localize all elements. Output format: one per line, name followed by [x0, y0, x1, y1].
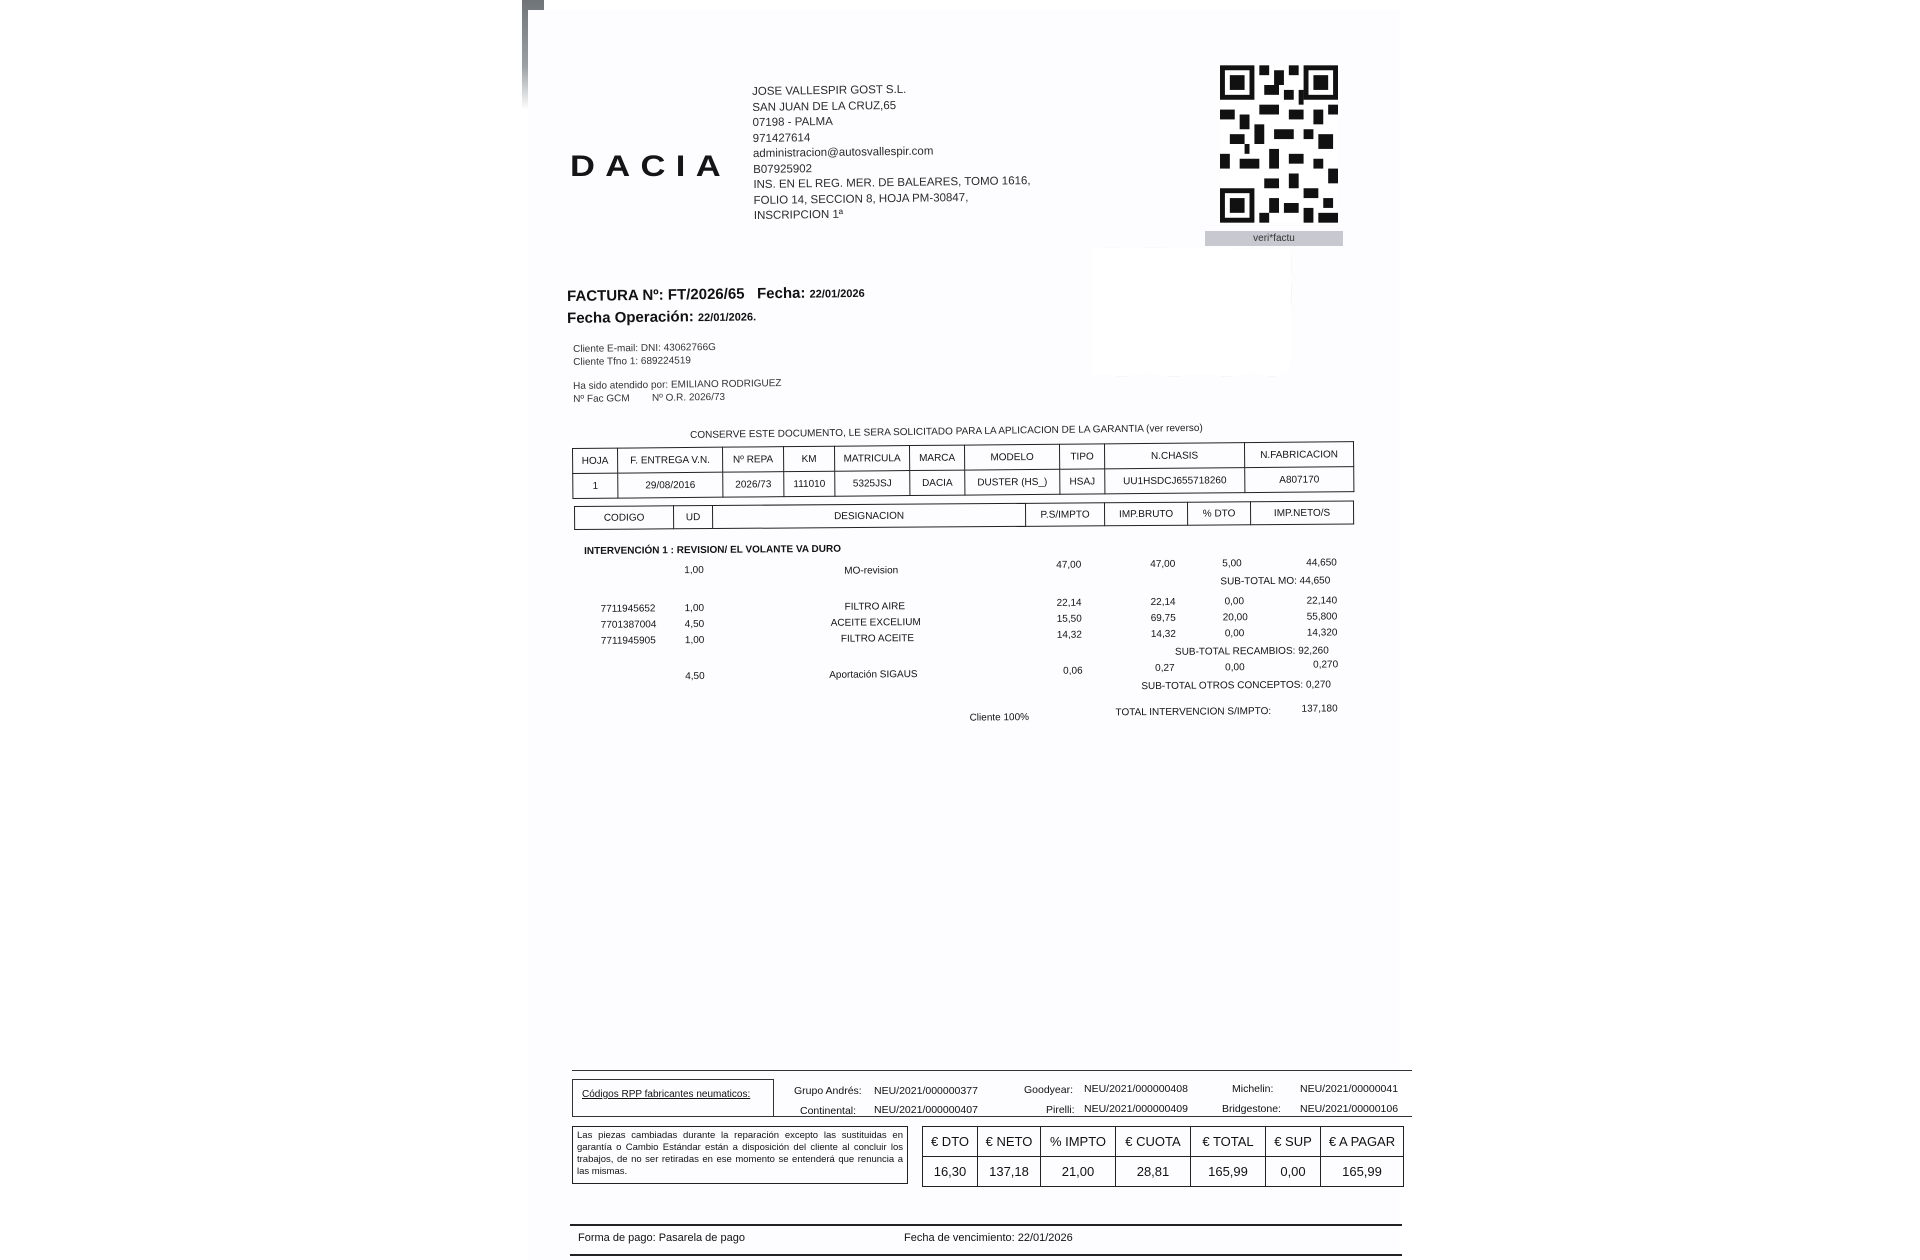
vehicle-value: 2026/73: [723, 472, 784, 498]
company-line: B07925902: [753, 162, 813, 176]
totals-value: 28,81: [1116, 1157, 1191, 1187]
attended-line: Ha sido atendido por: EMILIANO RODRIGUEZ: [573, 378, 782, 392]
totals-value-row: [923, 1157, 1404, 1187]
line-dto: 5,00: [1222, 558, 1242, 570]
column-header: P.S/IMPTO: [1025, 503, 1104, 527]
line-net: 44,650: [1306, 557, 1337, 569]
rpp-code: NEU/2021/000000407: [874, 1104, 978, 1116]
vehicle-value: 1: [573, 473, 618, 498]
rpp-code: NEU/2021/000000377: [874, 1085, 978, 1097]
line-desc: ACEITE EXCELIUM: [830, 617, 921, 629]
intervention-title: INTERVENCIÓN 1 : REVISION/ EL VOLANTE VA DURO: [584, 543, 842, 557]
totals-table: [922, 1126, 1404, 1187]
company-line: administracion@autosvallespir.com: [752, 145, 934, 160]
vehicle-value: UU1HSDCJ655718260: [1105, 468, 1245, 494]
operation-date: [567, 307, 756, 327]
totals-value: 21,00: [1041, 1157, 1116, 1187]
totals-value: 165,99: [1191, 1157, 1266, 1187]
column-header: % DTO: [1187, 502, 1250, 525]
line-desc: FILTRO ACEITE: [840, 633, 915, 645]
line-net: 0,270: [1313, 659, 1339, 671]
payment-due: Fecha de vencimiento: 22/01/2026: [904, 1232, 1073, 1244]
rpp-brand: Michelin:: [1232, 1083, 1274, 1095]
legal-notice: Las piezas cambiadas durante la reparación excepto las sustituidas en garantía o Cambio Estándar están a disposición del cliente al concluir los trabajos, de no ser retiradas en ese momento se entenderá que renuncia a las mismas.: [572, 1126, 908, 1184]
totals-value: 137,18: [978, 1157, 1041, 1187]
rpp-code: NEU/2021/00000041: [1300, 1083, 1399, 1095]
line-dto: 20,00: [1222, 612, 1248, 624]
rpp-section: [572, 1070, 1412, 1117]
client-info: [573, 341, 716, 369]
total-intervention-value: 137,180: [1301, 703, 1338, 715]
line-dto: 0,00: [1224, 596, 1245, 608]
totals-header-row: [923, 1127, 1404, 1157]
column-header: DESIGNACION: [713, 503, 1026, 528]
column-header: UD: [674, 506, 713, 529]
vehicle-header: MATRICULA: [834, 446, 909, 472]
dacia-logo: DACIA: [570, 150, 731, 183]
line-price: 47,00: [1056, 559, 1082, 571]
line-code: 7711945905: [600, 635, 656, 647]
line-ud: 4,50: [684, 618, 705, 631]
rpp-brand: Bridgestone:: [1222, 1103, 1281, 1115]
operation-date-value: 22/01/2026.: [697, 311, 757, 325]
line-net: 55,800: [1306, 611, 1338, 623]
total-intervention-label: TOTAL INTERVENCION S/IMPTO:: [1115, 705, 1272, 719]
client-email-line: Cliente E-mail: DNI: 43062766G: [573, 342, 717, 355]
line-desc: MO-revision: [844, 565, 899, 577]
line-gross: 14,32: [1150, 628, 1176, 641]
line-desc: FILTRO AIRE: [844, 601, 906, 613]
line-gross: 69,75: [1150, 612, 1176, 625]
operation-date-label: Fecha Operación:: [567, 308, 694, 327]
invoice-date: 22/01/2026: [809, 287, 865, 301]
company-line: JOSE VALLESPIR GOST S.L.: [752, 83, 907, 98]
line-ud: 4,50: [685, 670, 705, 683]
vehicle-header: F. ENTREGA V.N.: [618, 447, 723, 473]
column-header: IMP.NETO/S: [1250, 501, 1353, 525]
verifactu-label: veri*factu: [1205, 231, 1343, 246]
vehicle-header: N.FABRICACION: [1244, 442, 1353, 468]
warranty-notice: CONSERVE ESTE DOCUMENTO, LE SERA SOLICITADO PARA LA APLICACION DE LA GARANTIA (ver reverso): [690, 422, 1203, 441]
vehicle-header: Nº REPA: [722, 447, 783, 473]
company-line: SAN JUAN DE LA CRUZ,65: [752, 99, 897, 114]
vehicle-value: 5325JSJ: [835, 471, 910, 497]
qr-code-icon: [1220, 64, 1338, 224]
rpp-brand: Pirelli:: [1046, 1104, 1075, 1116]
line-gross: 47,00: [1150, 558, 1176, 571]
rpp-code: NEU/2021/000000408: [1084, 1083, 1188, 1095]
client-percentage: Cliente 100%: [969, 712, 1030, 724]
rpp-brand: Goodyear:: [1024, 1084, 1074, 1096]
line-gross: 22,14: [1150, 596, 1176, 609]
fac-gcm: Nº Fac GCM: [573, 393, 630, 405]
vehicle-value: DACIA: [910, 470, 965, 495]
column-header: CODIGO: [575, 506, 674, 530]
vehicle-header: HOJA: [573, 448, 618, 473]
invoice-number-label: FACTURA Nº: FT/2026/65: [567, 285, 745, 305]
rpp-brand: Grupo Andrés:: [794, 1085, 862, 1097]
line-desc: Aportación SIGAUS: [829, 669, 918, 681]
vehicle-header: KM: [783, 446, 834, 471]
client-phone-line: Cliente Tfno 1: 689224519: [573, 355, 692, 368]
vehicle-value: 111010: [784, 471, 835, 496]
rpp-label: Códigos RPP fabricantes neumaticos:: [582, 1089, 751, 1100]
vehicle-table: [572, 441, 1354, 499]
totals-value: 0,00: [1266, 1157, 1321, 1187]
totals-header: € CUOTA: [1116, 1127, 1191, 1157]
vehicle-header: MODELO: [964, 444, 1059, 470]
invoice-date-label: Fecha:: [756, 284, 806, 303]
line-price: 15,50: [1056, 613, 1082, 625]
subtotal-mo: SUB-TOTAL MO: 44,650: [1220, 575, 1331, 588]
line-price: 14,32: [1056, 629, 1082, 641]
totals-header: € NETO: [978, 1127, 1041, 1157]
company-line: INSCRIPCION 1ª: [753, 208, 844, 222]
company-line: FOLIO 14, SECCION 8, HOJA PM-30847,: [753, 191, 969, 207]
column-header: IMP.BRUTO: [1104, 502, 1187, 526]
rpp-brand: Continental:: [800, 1105, 857, 1117]
line-net: 14,320: [1306, 627, 1338, 639]
or-number: Nº O.R. 2026/73: [651, 391, 726, 404]
company-info: [752, 81, 1031, 224]
vehicle-header: TIPO: [1059, 444, 1104, 469]
line-dto: 0,00: [1225, 662, 1245, 674]
vehicle-value: A807170: [1245, 467, 1354, 493]
vehicle-header: MARCA: [909, 445, 964, 470]
line-ud: 1,00: [684, 564, 704, 577]
subtotal-other: SUB-TOTAL OTROS CONCEPTOS: 0,270: [1141, 679, 1332, 693]
line-ud: 1,00: [684, 634, 705, 647]
rpp-code: NEU/2021/00000106: [1300, 1103, 1399, 1115]
rpp-code: NEU/2021/000000409: [1084, 1103, 1188, 1115]
vehicle-value: 29/08/2016: [618, 472, 723, 498]
company-line: INS. EN EL REG. MER. DE BALEARES, TOMO 1616,: [753, 175, 1031, 191]
line-ud: 1,00: [684, 602, 705, 615]
totals-header: € DTO: [923, 1127, 978, 1157]
payment-method: Forma de pago: Pasarela de pago: [578, 1232, 745, 1244]
company-line: 971427614: [752, 131, 811, 145]
payment-bar: [570, 1224, 1402, 1256]
invoice-lines: [580, 533, 1362, 740]
line-gross: 0,27: [1155, 662, 1175, 674]
totals-header: € TOTAL: [1191, 1127, 1266, 1157]
company-line: 07198 - PALMA: [752, 115, 833, 129]
attended-info: [573, 377, 782, 406]
line-price: 22,14: [1056, 597, 1082, 609]
vehicle-value: DUSTER (HS_): [965, 469, 1060, 495]
vehicle-header: N.CHASIS: [1104, 443, 1244, 469]
line-dto: 0,00: [1224, 628, 1245, 640]
line-code: 7711945652: [600, 603, 656, 615]
totals-header: € SUP: [1266, 1127, 1321, 1157]
line-net: 22,140: [1306, 595, 1338, 607]
totals-value: 16,30: [923, 1157, 978, 1187]
totals-header: % IMPTO: [1041, 1127, 1116, 1157]
line-price: 0,06: [1063, 665, 1083, 677]
totals-value: 165,99: [1321, 1157, 1404, 1187]
redaction-paper: [1092, 247, 1292, 377]
lines-header-row: [575, 501, 1354, 529]
totals-header: € A PAGAR: [1321, 1127, 1404, 1157]
subtotal-parts: SUB-TOTAL RECAMBIOS: 92,260: [1174, 645, 1329, 658]
vehicle-value: HSAJ: [1060, 469, 1105, 494]
line-code: 7701387004: [600, 619, 657, 631]
